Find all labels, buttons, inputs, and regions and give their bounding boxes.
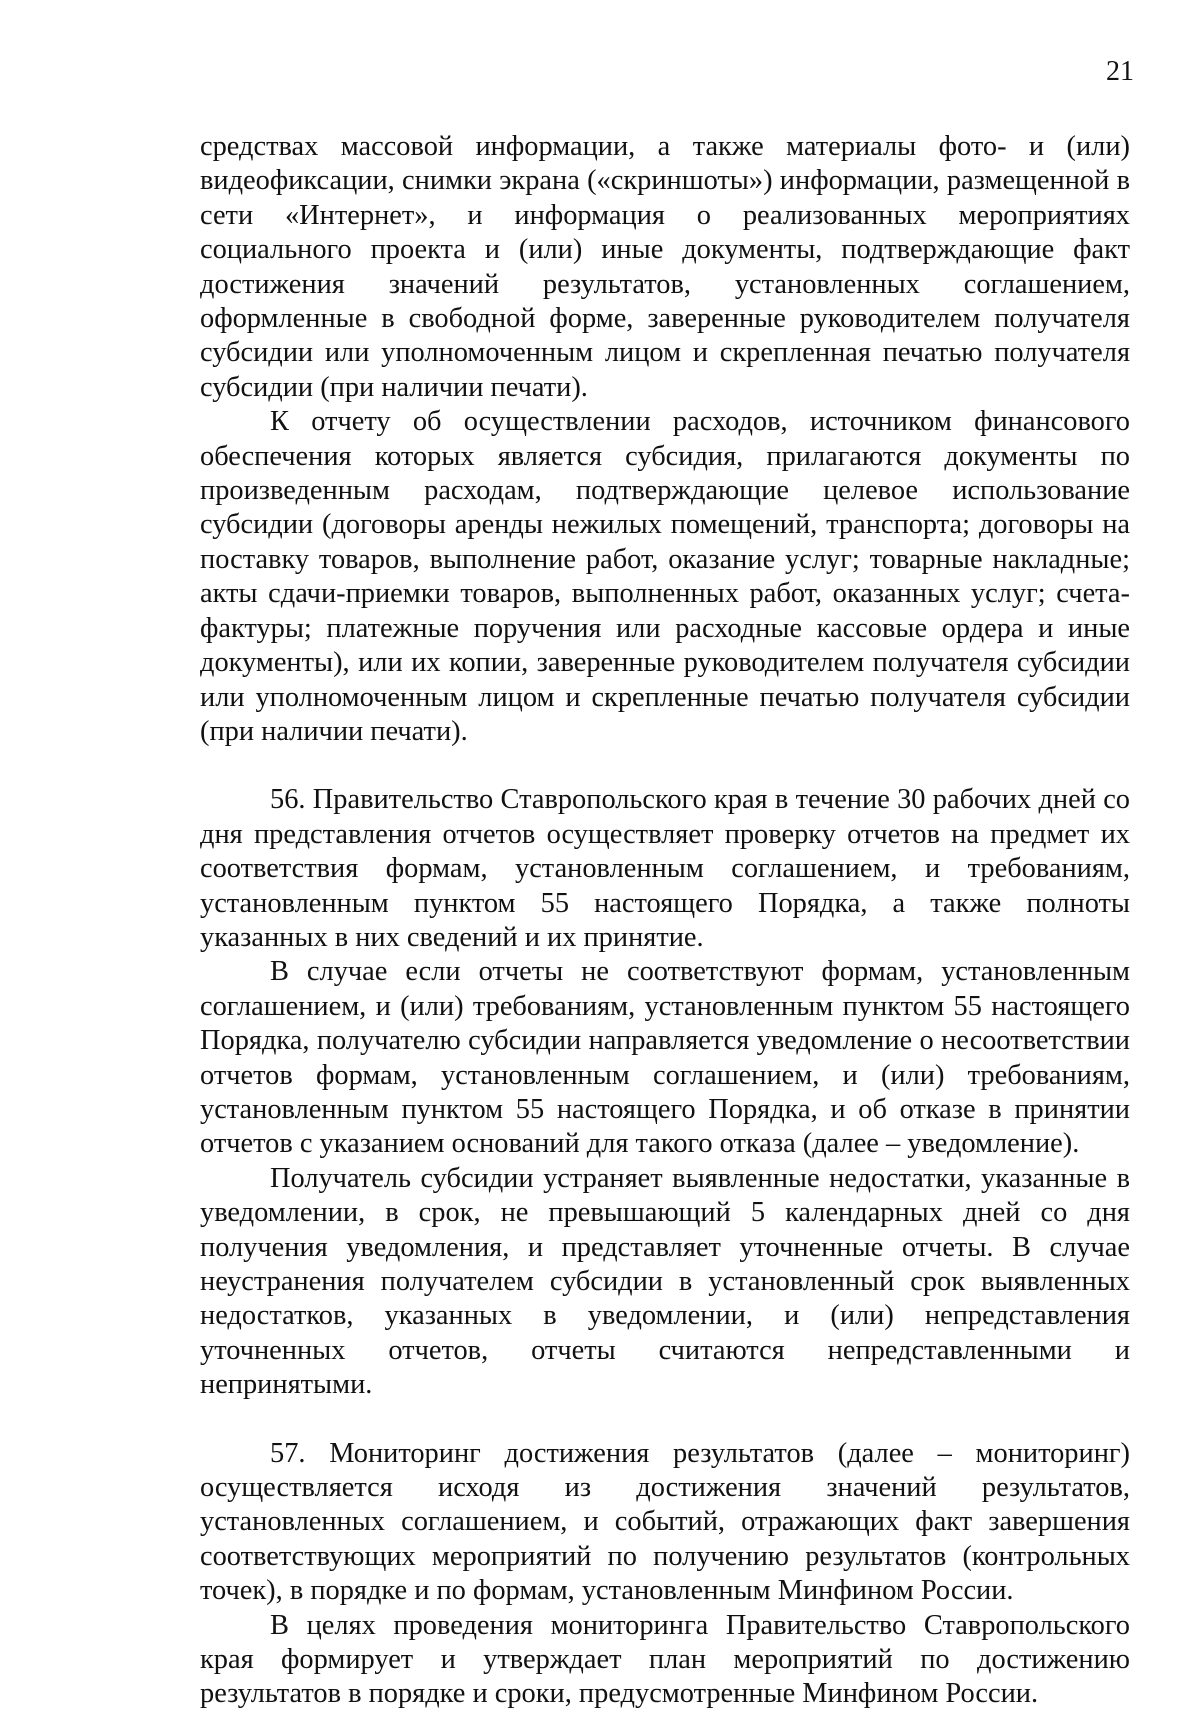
paragraph-item-57: 57. Мониторинг достижения результатов (далее – мониторинг) осуществляется исходя из достижения значений результатов, установленных соглашением, и событий, отражающих факт завершения соответствующих мероприятий по получению результатов (контрольных точек), в порядке и по формам, установленным Минфином России. xyxy=(200,1437,1130,1607)
paragraph-deficiency-correction: Получатель субсидии устраняет выявленные недостатки, указанные в уведомлении, в срок, не превышающий 5 календарных дней со дня получения уведомления, и представляет уточненные отчеты. В случае неустранения получателем субсидии в установленный срок выявленных недостатков, указанных в уведомлении, и (или) непредставления уточненных отчетов, отчеты считаются непредставленными и непринятыми. xyxy=(200,1162,1130,1401)
paragraph-continuation: средствах массовой информации, а также материалы фото- и (или) видеофиксации, снимки экрана («скриншоты») информации, размещенной в сети «Интернет», и информация о реализованных мероприятиях социального проекта и (или) иные документы, подтверждающие факт достижения значений результатов, установленных соглашением, оформленные в свободной форме, заверенные руководителем получателя субсидии или уполномоченным лицом и скрепленная печатью получателя субсидии (при наличии печати). xyxy=(200,131,1130,403)
paragraph-noncompliance: В случае если отчеты не соответствуют формам, установленным соглашением, и (или) требованиям, установленным пунктом 55 настоящего Порядка, получателю субсидии направляется уведомление о несоответствии отчетов формам, установленным соглашением, и (или) требованиям, установленным пунктом 55 настоящего Порядка, и об отказе в принятии отчетов с указанием оснований для такого отказа (далее – уведомление). xyxy=(200,956,1130,1160)
paragraph-report-expenses: К отчету об осуществлении расходов, источником финансового обеспечения которых является субсидия, прилагаются документы по произведенным расходам, подтверждающие целевое использование субсидии (договоры аренды нежилых помещений, транспорта; договоры на поставку товаров, выполнение работ, оказание услуг; товарные накладные; акты сдачи-приемки товаров, выполненных работ, оказанных услуг; счета-фактуры; платежные поручения или расходные кассовые ордера и иные документы), или их копии, заверенные руководителем получателя субсидии или уполномоченным лицом и скрепленные печатью получателя субсидии (при наличии печати). xyxy=(200,406,1130,747)
document-body xyxy=(200,130,1130,1712)
paragraph-monitoring-plan: В целях проведения мониторинга Правительство Ставропольского края формирует и утверждает план мероприятий по достижению результатов в порядке и сроки, предусмотренные Минфином России. xyxy=(200,1609,1130,1710)
page-number: 21 xyxy=(1106,56,1134,87)
paragraph-item-56: 56. Правительство Ставропольского края в течение 30 рабочих дней со дня представления отчетов осуществляет проверку отчетов на предмет их соответствия формам, установленным соглашением, и требованиям, установленным пунктом 55 настоящего Порядка, а также полноты указанных в них сведений и их принятие. xyxy=(200,784,1130,953)
